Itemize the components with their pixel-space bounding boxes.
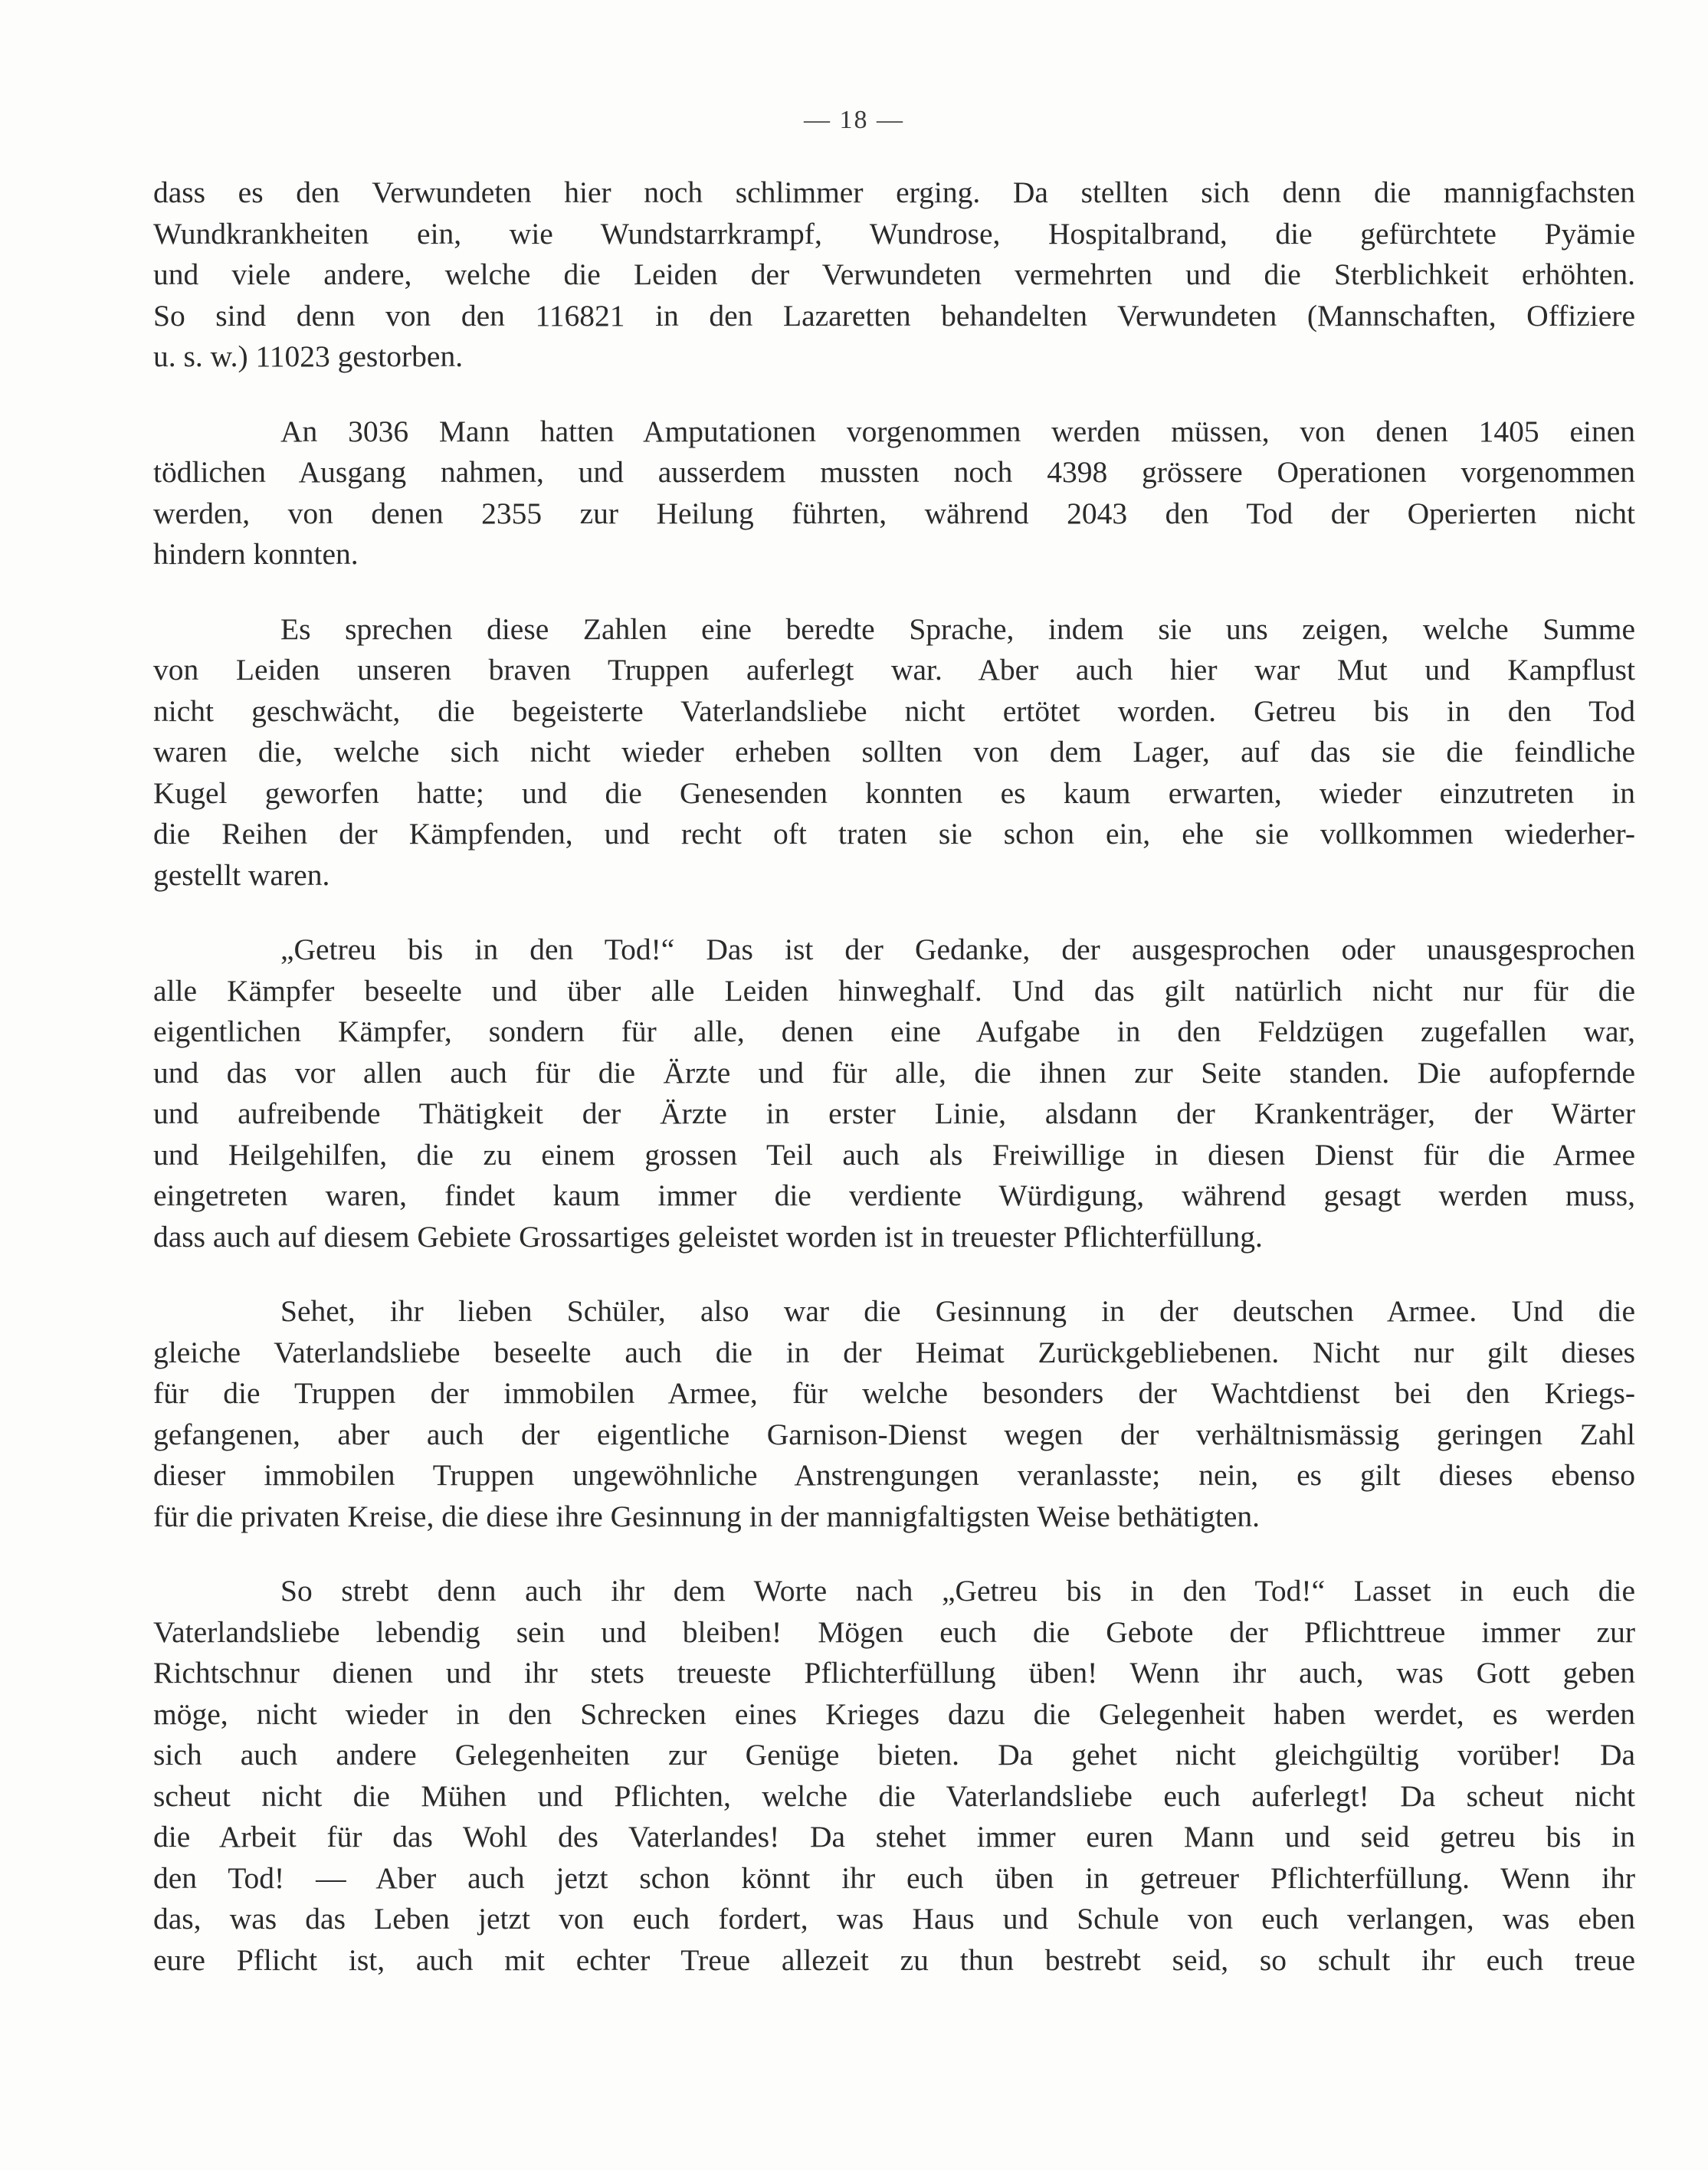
text-line: für die privaten Kreise, die diese ihre Gesinnung in der mannigfaltigsten Weise bethätigten. bbox=[153, 1499, 1260, 1533]
text-line: gestellt waren. bbox=[153, 857, 330, 892]
text-line: Sehet, ihr lieben Schüler, also war die Gesinnung in der deutschen Armee. Und die bbox=[280, 1294, 1635, 1328]
text-line: gleiche Vaterlandsliebe beseelte auch die in der Heimat Zurückgebliebenen. Nicht nur gilt dieses bbox=[153, 1335, 1635, 1369]
text-line: tödlichen Ausgang nahmen, und ausserdem mussten noch 4398 grössere Operationen vorgenommen bbox=[153, 455, 1635, 489]
paragraph-3 bbox=[153, 609, 1635, 897]
text-line: gefangenen, aber auch der eigentliche Garnison-Dienst wegen der verhältnismässig geringen Zahl bbox=[153, 1417, 1635, 1451]
text-line: dieser immobilen Truppen ungewöhnliche Anstrengungen veranlasste; nein, es gilt dieses ebenso bbox=[153, 1458, 1635, 1492]
body-text bbox=[153, 172, 1635, 1981]
text-line: waren die, welche sich nicht wieder erheben sollten von dem Lager, auf das sie die feindliche bbox=[153, 735, 1635, 769]
text-line: dass auch auf diesem Gebiete Grossartiges geleistet worden ist in treuester Pflichterfüllung. bbox=[153, 1219, 1263, 1254]
text-line: u. s. w.) 11023 gestorben. bbox=[153, 339, 464, 373]
text-line: dass es den Verwundeten hier noch schlimmer erging. Da stellten sich denn die mannigfachsten bbox=[153, 175, 1635, 209]
text-line: So strebt denn auch ihr dem Worte nach „Getreu bis in den Tod!“ Lasset in euch die bbox=[280, 1574, 1635, 1608]
text-line: und Heilgehilfen, die zu einem grossen Teil auch als Freiwillige in diesen Dienst für die Armee bbox=[153, 1137, 1635, 1172]
paragraph-5 bbox=[153, 1291, 1635, 1537]
text-line: und viele andere, welche die Leiden der Verwundeten vermehrten und die Sterblichkeit erhöhten. bbox=[153, 257, 1635, 291]
paragraph-6 bbox=[153, 1571, 1635, 1981]
text-line: möge, nicht wieder in den Schrecken eines Krieges dazu die Gelegenheit haben werdet, es werden bbox=[153, 1696, 1635, 1731]
paragraph-1 bbox=[153, 172, 1635, 378]
text-line: sich auch andere Gelegenheiten zur Genüge bieten. Da gehet nicht gleichgültig vorüber! Da bbox=[153, 1738, 1635, 1772]
text-line: die Reihen der Kämpfenden, und recht oft traten sie schon ein, ehe sie vollkommen wiederher- bbox=[153, 817, 1635, 851]
page-number: — 18 — bbox=[804, 106, 904, 134]
paragraph-4 bbox=[153, 929, 1635, 1257]
text-line: An 3036 Mann hatten Amputationen vorgenommen werden müssen, von denen 1405 einen bbox=[280, 414, 1635, 448]
text-line: scheut nicht die Mühen und Pflichten, welche die Vaterlandsliebe euch auferlegt! Da scheut nicht bbox=[153, 1778, 1635, 1813]
text-line: Kugel geworfen hatte; und die Genesenden konnten es kaum erwarten, wieder einzutreten in bbox=[153, 775, 1635, 810]
text-line: Wundkrankheiten ein, wie Wundstarrkrampf, Wundrose, Hospitalbrand, die gefürchtete Pyämie bbox=[153, 216, 1635, 251]
text-line: eingetreten waren, findet kaum immer die verdiente Würdigung, während gesagt werden muss, bbox=[153, 1178, 1635, 1212]
text-line: nicht geschwächt, die begeisterte Vaterlandsliebe nicht ertötet worden. Getreu bis in den Tod bbox=[153, 693, 1635, 728]
text-line: Es sprechen diese Zahlen eine beredte Sprache, indem sie uns zeigen, welche Summe bbox=[280, 611, 1635, 646]
text-line: eure Pflicht ist, auch mit echter Treue allezeit zu thun bestrebt seid, so schult ihr euch treue bbox=[153, 1942, 1635, 1977]
text-line: Vaterlandsliebe lebendig sein und bleiben! Mögen euch die Gebote der Pflichttreue immer zur bbox=[153, 1614, 1635, 1649]
text-line: alle Kämpfer beseelte und über alle Leiden hinweghalf. Und das gilt natürlich nicht nur für die bbox=[153, 973, 1635, 1008]
text-line: von Leiden unseren braven Truppen auferlegt war. Aber auch hier war Mut und Kampflust bbox=[153, 653, 1635, 687]
text-line: den Tod! — Aber auch jetzt schon könnt ihr euch üben in getreuer Pflichterfüllung. Wenn ihr bbox=[153, 1860, 1635, 1895]
text-line: und das vor allen auch für die Ärzte und für alle, die ihnen zur Seite standen. Die aufopfernde bbox=[153, 1055, 1635, 1090]
paragraph-2 bbox=[153, 411, 1635, 575]
text-line: hindern konnten. bbox=[153, 537, 359, 571]
text-line: werden, von denen 2355 zur Heilung führten, während 2043 den Tod der Operierten nicht bbox=[153, 496, 1635, 530]
text-line: das, was das Leben jetzt von euch fordert, was Haus und Schule von euch verlangen, was eben bbox=[153, 1902, 1635, 1936]
text-line: und aufreibende Thätigkeit der Ärzte in erster Linie, alsdann der Krankenträger, der Wärter bbox=[153, 1096, 1635, 1130]
text-line: „Getreu bis in den Tod!“ Das ist der Gedanke, der ausgesprochen oder unausgesprochen bbox=[280, 933, 1635, 966]
text-line: die Arbeit für das Wohl des Vaterlandes! Da stehet immer euren Mann und seid getreu bis in bbox=[153, 1820, 1635, 1854]
text-line: eigentlichen Kämpfer, sondern für alle, denen eine Aufgabe in den Feldzügen zugefallen war, bbox=[153, 1015, 1635, 1048]
text-line: So sind denn von den 116821 in den Lazaretten behandelten Verwundeten (Mannschaften, Offiziere bbox=[153, 298, 1635, 333]
text-line: Richtschnur dienen und ihr stets treueste Pflichterfüllung üben! Wenn ihr auch, was Gott geben bbox=[153, 1656, 1635, 1690]
text-line: für die Truppen der immobilen Armee, für welche besonders der Wachtdienst bei den Kriegs- bbox=[153, 1376, 1635, 1410]
